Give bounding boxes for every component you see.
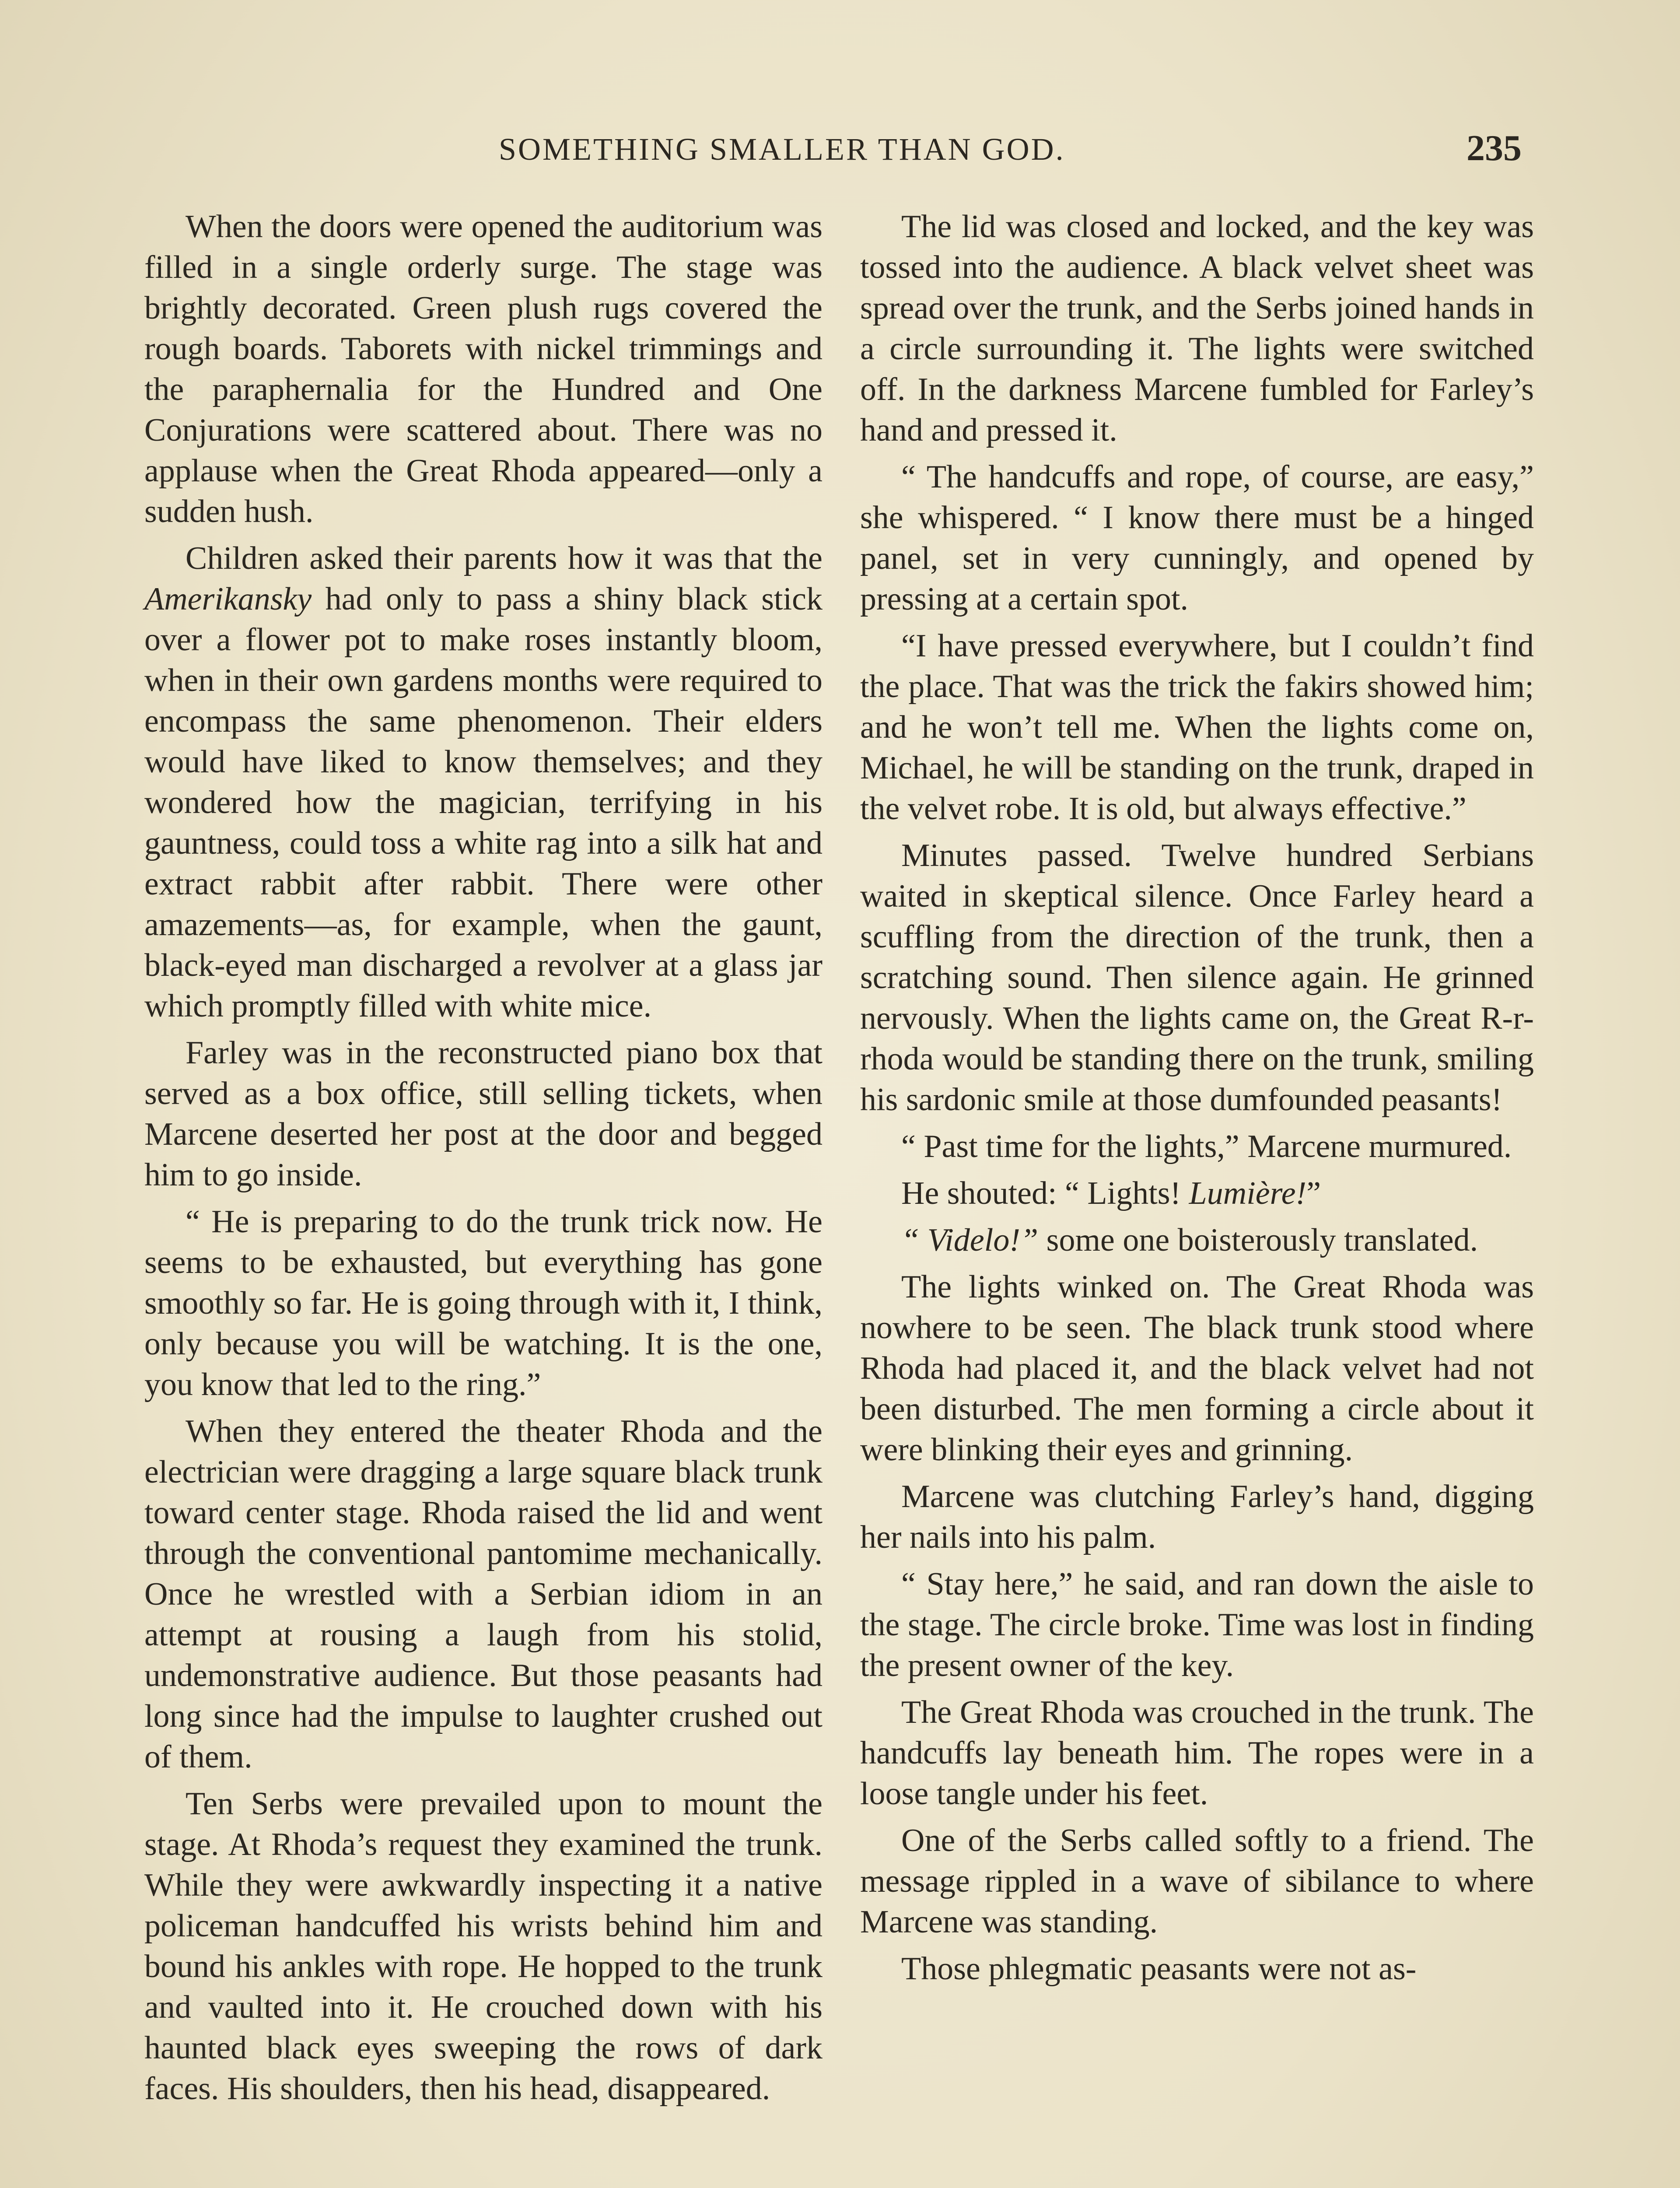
italic-word: “ Videlo!”: [901, 1222, 1039, 1258]
paragraph: When the doors were opened the auditorium was filled in a single orderly surge. The stage was brightly decorated. Green plush rugs covered the rough boards. Taborets with nickel trimmings and the paraphernalia for the Hundred and One Conjurations were scattered about. There was no applause when the Great Rhoda appeared—only a sudden hush.: [144, 209, 822, 529]
paragraph: The lid was closed and locked, and the key was tossed into the audience. A black velvet sheet was spread over the trunk, and the Serbs joined hands in a circle surrounding it. The lights were switched off. In the darkness Marcene fumbled for Farley’s hand and pressed it.: [860, 209, 1534, 448]
page-number: 235: [1466, 128, 1522, 168]
paragraph: The lights winked on. The Great Rhoda was nowhere to be seen. The black trunk stood where Rhoda had placed it, and the black velvet had not been disturbed. The men forming a circle about it were blinking their eyes and grinning.: [860, 1269, 1534, 1468]
paragraph: [144, 538, 822, 1027]
running-head-title: SOMETHING SMALLER THAN GOD.: [499, 132, 1065, 167]
paragraph: One of the Serbs called softly to a friend. The message rippled in a wave of sibilance to where Marcene was standing.: [860, 1823, 1534, 1940]
italic-word: Amerikansky: [144, 581, 312, 617]
paragraph: “ Past time for the lights,” Marcene murmured.: [901, 1129, 1512, 1164]
paragraph: Marcene was clutching Farley’s hand, digging her nails into his palm.: [860, 1479, 1534, 1555]
text-run: had only to pass a shiny black stick over a flower pot to make roses instantly bloom, when in their own gardens months were required to encompass the same phenomenon. Their elders would have liked to know themselves; and they wondered how the magician, terrifying in his gauntness, could toss a white rag into a silk hat and extract rabbit after rabbit. There were other amazements—as, for example, when the gaunt, black-eyed man discharged a revolver at a glass jar which promptly filled with white mice.: [144, 581, 822, 1024]
paragraph: “ Stay here,” he said, and ran down the aisle to the stage. The circle broke. Time was lost in finding the present owner of the key.: [860, 1566, 1534, 1683]
paragraph: When they entered the theater Rhoda and the electrician were dragging a large square black trunk toward center stage. Rhoda raised the lid and went through the conventional pantomime mechanically. Once he wrestled with a Serbian idiom in an attempt at rousing a laugh from his stolid, undemonstrative audience. But those peasants had long since had the impulse to laughter crushed out of them.: [144, 1413, 822, 1775]
paragraph: Farley was in the reconstructed piano box that served as a box office, still selling tickets, when Marcene deserted her post at the door and begged him to go inside.: [144, 1035, 822, 1193]
paragraph: [860, 1220, 1534, 1261]
paragraph: The Great Rhoda was crouched in the trunk. The handcuffs lay beneath him. The ropes were in a loose tangle under his feet.: [860, 1694, 1534, 1812]
paragraph: [860, 1173, 1534, 1214]
paragraph: Those phlegmatic peasants were not as-: [901, 1951, 1417, 1987]
paragraph: “ The handcuffs and rope, of course, are easy,” she whispered. “ I know there must be a hinged panel, set in very cunningly, and opened by pressing at a certain spot.: [860, 459, 1534, 617]
text-run: some one boisterously translated.: [1038, 1222, 1478, 1258]
paragraph: “I have pressed everywhere, but I couldn’t find the place. That was the trick the fakirs showed him; and he won’t tell me. When the lights come on, Michael, he will be standing on the trunk, draped in the velvet robe. It is old, but always effective.”: [860, 628, 1534, 827]
text-run: He shouted: “ Lights!: [901, 1175, 1189, 1211]
left-text-column: [144, 207, 822, 2109]
paragraph: Ten Serbs were prevailed upon to mount the stage. At Rhoda’s request they examined the trunk. While they were awkwardly inspecting it a native policeman handcuffed his wrists behind him and bound his ankles with rope. He hopped to the trunk and vaulted into it. He crouched down with his haunted black eyes sweeping the rows of dark faces. His shoulders, then his head, disappeared.: [144, 1786, 822, 2107]
right-text-column: [860, 207, 1534, 1989]
text-run: Children asked their parents how it was that the: [186, 540, 822, 576]
paragraph: Minutes passed. Twelve hundred Serbians waited in skeptical silence. Once Farley heard a scuffling from the direction of the trunk, then a scratching sound. Then silence again. He grinned nervously. When the lights came on, the Great R-r-rhoda would be standing there on the trunk, smiling his sardonic smile at those dumfounded peasants!: [860, 838, 1534, 1118]
paragraph: “ He is preparing to do the trunk trick now. He seems to be exhausted, but everything has gone smoothly so far. He is going through with it, I think, only because you will be watching. It is the one, you know that led to the ring.”: [144, 1204, 822, 1403]
text-run: ”: [1306, 1175, 1321, 1211]
italic-word: Lumière!: [1189, 1175, 1307, 1211]
